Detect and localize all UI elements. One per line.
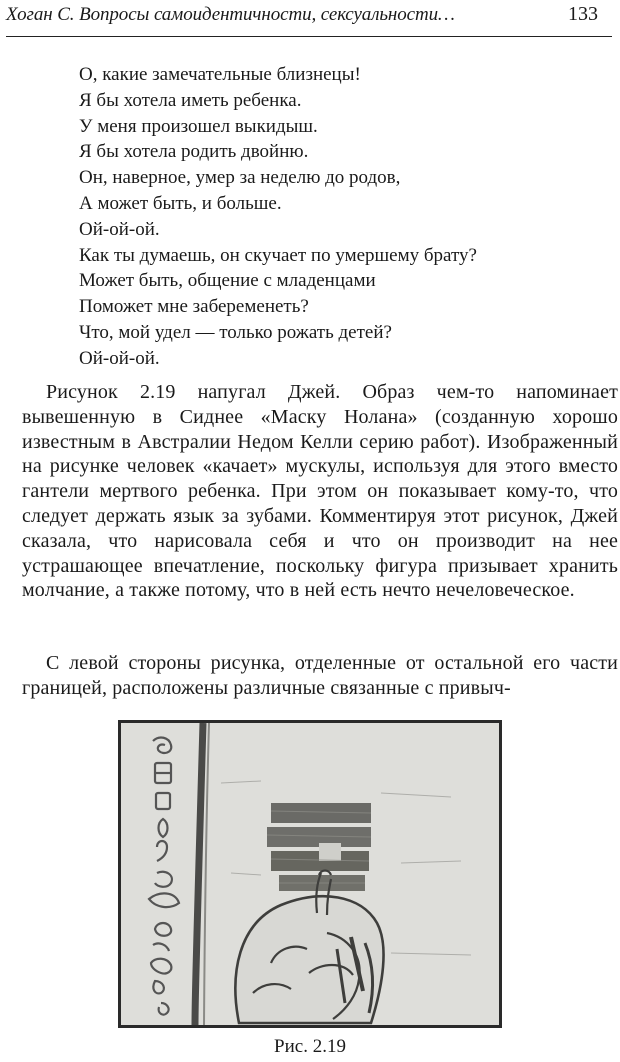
poem-line: Я бы хотела иметь ребенка.	[79, 89, 302, 111]
running-header	[6, 0, 612, 37]
figure-caption: Рис. 2.19	[274, 1036, 346, 1057]
page-number: 133	[568, 3, 598, 25]
poem-line: А может быть, и больше.	[79, 192, 282, 214]
poem-line: Ой-ой-ой.	[79, 347, 160, 369]
poem	[79, 62, 579, 372]
body-paragraph: С левой стороны рисунка, отделенные от остальной его части границей, расположены различные связанные с привыч-	[22, 652, 618, 699]
poem-line: Как ты думаешь, он скучает по умершему брату?	[79, 244, 477, 266]
drawing-illustration	[121, 723, 499, 1025]
poem-line: Ой-ой-ой.	[79, 218, 160, 240]
poem-line: О, какие замечательные близнецы!	[79, 64, 361, 85]
poem-line: Я бы хотела родить двойню.	[79, 141, 309, 163]
poem-line: Что, мой удел — только рожать детей?	[79, 321, 392, 343]
figure-drawing	[118, 720, 502, 1028]
poem-line: У меня произошел выкидыш.	[79, 115, 318, 137]
poem-line: Он, наверное, умер за неделю до родов,	[79, 167, 401, 189]
body-paragraph: Рисунок 2.19 напугал Джей. Образ чем-то напоминает вывешенную в Сиднее «Маску Нолана» (созданную хорошо известным в Австралии Недом Келли серию работ). Изображенный на рисунке человек «качает» мускулы, используя для этого вместо гантели мертвого ребенка. При этом он показывает кому-то, что следует держать язык за зубами. Комментируя этот рисунок, Джей сказала, что нарисовала себя и что он производит на нее устрашающее впечатление, поскольку фигура призывает хранить молчание, а также потому, что в ней есть нечто нечеловеческое.	[22, 381, 618, 602]
poem-line: Может быть, общение с младенцами	[79, 270, 376, 292]
running-header-title: Хоган С. Вопросы самоидентичности, сексуальности…	[6, 4, 455, 25]
poem-line: Поможет мне забеременеть?	[79, 296, 309, 318]
